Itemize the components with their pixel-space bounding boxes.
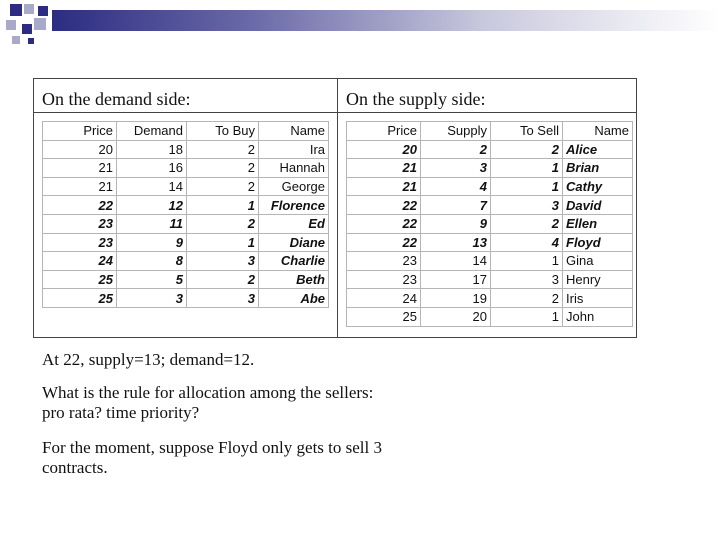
name-cell: Brian (563, 159, 633, 178)
table-row (347, 289, 633, 308)
name-cell: Florence (259, 196, 329, 215)
table-row (43, 177, 329, 196)
name-cell: Floyd (563, 233, 633, 252)
price-cell: 25 (43, 270, 117, 289)
deco-square (38, 6, 48, 16)
demand-side-title: On the demand side: (42, 89, 191, 109)
to-buy-cell: 2 (187, 159, 259, 178)
assumption-line-1: For the moment, suppose Floyd only gets to sell 3 (42, 438, 382, 457)
table-row (43, 270, 329, 289)
to-buy-cell: 3 (187, 252, 259, 271)
summary-line: At 22, supply=13; demand=12. (42, 350, 255, 369)
column-header: Supply (421, 122, 491, 141)
deco-square (10, 4, 22, 16)
supply-side-title: On the supply side: (346, 89, 486, 109)
price-cell: 23 (43, 214, 117, 233)
deco-square (12, 36, 20, 44)
price-cell: 23 (347, 252, 421, 271)
table-row (347, 177, 633, 196)
price-cell: 23 (347, 270, 421, 289)
column-header: Demand (117, 122, 187, 141)
supply-cell: 17 (421, 270, 491, 289)
to-sell-cell: 1 (491, 177, 563, 196)
supply-cell: 9 (421, 214, 491, 233)
frame-column-divider (337, 79, 338, 337)
column-header: Price (347, 122, 421, 141)
name-cell: Abe (259, 289, 329, 308)
name-cell: Diane (259, 233, 329, 252)
price-cell: 21 (347, 177, 421, 196)
name-cell: Ira (259, 140, 329, 159)
name-cell: Ellen (563, 214, 633, 233)
name-cell: John (563, 307, 633, 326)
price-cell: 24 (43, 252, 117, 271)
table-row (43, 140, 329, 159)
table-row (347, 307, 633, 326)
demand-cell: 11 (117, 214, 187, 233)
price-cell: 22 (347, 196, 421, 215)
name-cell: Charlie (259, 252, 329, 271)
price-cell: 23 (43, 233, 117, 252)
table-row (347, 140, 633, 159)
supply-cell: 7 (421, 196, 491, 215)
table-row (347, 233, 633, 252)
name-cell: Beth (259, 270, 329, 289)
to-sell-cell: 1 (491, 252, 563, 271)
supply-cell: 20 (421, 307, 491, 326)
to-sell-cell: 1 (491, 307, 563, 326)
supply-table (346, 121, 633, 327)
question-line-2: pro rata? time priority? (42, 403, 200, 422)
demand-table (42, 121, 329, 308)
demand-cell: 3 (117, 289, 187, 308)
demand-cell: 14 (117, 177, 187, 196)
deco-square (28, 38, 34, 44)
price-cell: 21 (347, 159, 421, 178)
table-row (43, 252, 329, 271)
to-buy-cell: 1 (187, 196, 259, 215)
supply-cell: 3 (421, 159, 491, 178)
demand-cell: 5 (117, 270, 187, 289)
column-header: Name (259, 122, 329, 141)
to-buy-cell: 1 (187, 233, 259, 252)
column-header: To Buy (187, 122, 259, 141)
to-sell-cell: 3 (491, 196, 563, 215)
table-row (347, 159, 633, 178)
to-sell-cell: 1 (491, 159, 563, 178)
name-cell: Alice (563, 140, 633, 159)
table-header-row (43, 122, 329, 141)
supply-cell: 4 (421, 177, 491, 196)
table-row (347, 196, 633, 215)
price-cell: 22 (347, 233, 421, 252)
price-cell: 21 (43, 177, 117, 196)
column-header: To Sell (491, 122, 563, 141)
deco-square (22, 24, 32, 34)
price-cell: 24 (347, 289, 421, 308)
deco-square (34, 18, 46, 30)
to-sell-cell: 2 (491, 289, 563, 308)
table-row (347, 252, 633, 271)
to-buy-cell: 2 (187, 177, 259, 196)
question-line-1: What is the rule for allocation among the sellers: (42, 383, 374, 402)
price-cell: 20 (347, 140, 421, 159)
supply-cell: 13 (421, 233, 491, 252)
supply-cell: 14 (421, 252, 491, 271)
order-book-frame (33, 78, 637, 338)
to-buy-cell: 2 (187, 270, 259, 289)
price-cell: 25 (347, 307, 421, 326)
slide-header-decoration (0, 0, 720, 48)
to-sell-cell: 2 (491, 140, 563, 159)
table-row (43, 289, 329, 308)
price-cell: 25 (43, 289, 117, 308)
table-row (43, 196, 329, 215)
table-row (347, 214, 633, 233)
deco-gradient-bar (52, 10, 720, 31)
demand-cell: 18 (117, 140, 187, 159)
price-cell: 20 (43, 140, 117, 159)
name-cell: Ed (259, 214, 329, 233)
column-header: Name (563, 122, 633, 141)
to-sell-cell: 2 (491, 214, 563, 233)
table-row (347, 270, 633, 289)
frame-title-divider (34, 112, 636, 113)
name-cell: Hannah (259, 159, 329, 178)
price-cell: 22 (43, 196, 117, 215)
to-sell-cell: 4 (491, 233, 563, 252)
table-row (43, 159, 329, 178)
to-buy-cell: 2 (187, 214, 259, 233)
name-cell: Cathy (563, 177, 633, 196)
name-cell: Henry (563, 270, 633, 289)
table-row (43, 233, 329, 252)
demand-cell: 16 (117, 159, 187, 178)
assumption-line-2: contracts. (42, 458, 108, 477)
demand-cell: 12 (117, 196, 187, 215)
name-cell: Gina (563, 252, 633, 271)
demand-cell: 8 (117, 252, 187, 271)
price-cell: 22 (347, 214, 421, 233)
price-cell: 21 (43, 159, 117, 178)
table-row (43, 214, 329, 233)
supply-cell: 2 (421, 140, 491, 159)
to-sell-cell: 3 (491, 270, 563, 289)
supply-cell: 19 (421, 289, 491, 308)
name-cell: David (563, 196, 633, 215)
to-buy-cell: 3 (187, 289, 259, 308)
deco-square (24, 4, 34, 14)
name-cell: George (259, 177, 329, 196)
deco-square (6, 20, 16, 30)
to-buy-cell: 2 (187, 140, 259, 159)
column-header: Price (43, 122, 117, 141)
table-header-row (347, 122, 633, 141)
name-cell: Iris (563, 289, 633, 308)
demand-cell: 9 (117, 233, 187, 252)
